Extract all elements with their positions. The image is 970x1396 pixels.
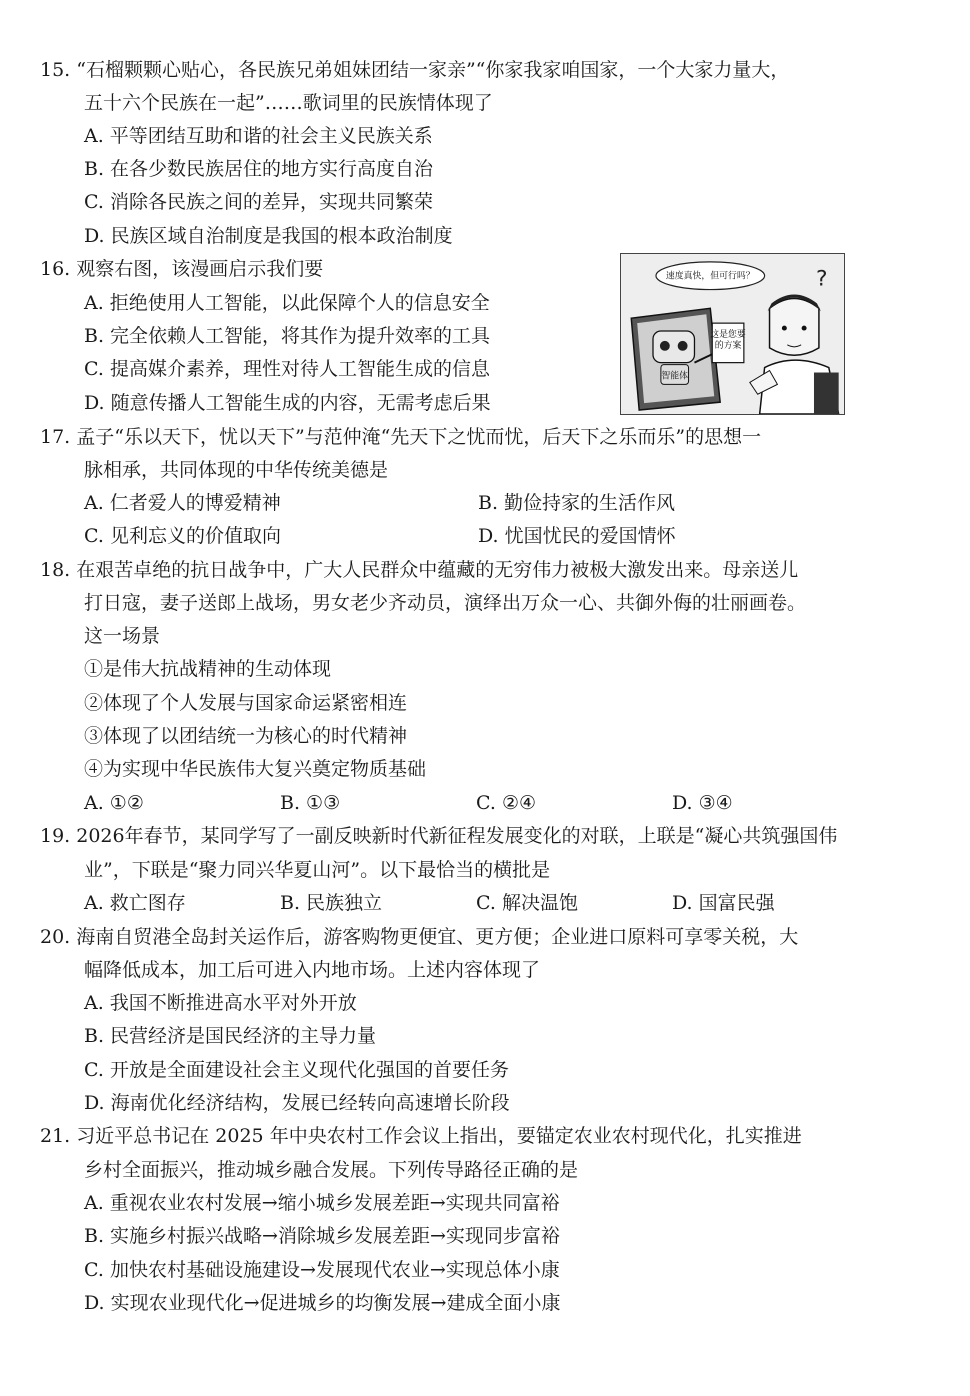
q17-stem-line-1: 17. 孟子“乐以天下，忧以天下”与范仲淹“先天下之忧而忧，后天下之乐而乐”的思想一	[40, 426, 762, 448]
q17-option-d: D. 忧国忧民的爱国情怀	[478, 525, 676, 547]
q16-option-c: C. 提高媒介素养，理性对待人工智能生成的信息	[84, 358, 490, 380]
q21-option-a: A. 重视农业农村发展→缩小城乡发展差距→实现共同富裕	[84, 1192, 560, 1214]
cartoon-bubble-question: 速度真快，但可行吗？	[665, 271, 755, 282]
q21-option-d: D. 实现农业现代化→促进城乡的均衡发展→建成全面小康	[84, 1292, 561, 1314]
q15-option-d: D. 民族区域自治制度是我国的根本政治制度	[84, 225, 453, 247]
q21-stem-line-2: 乡村全面振兴，推动城乡融合发展。下列传导路径正确的是	[84, 1159, 579, 1181]
q17-option-b: B. 勤俭持家的生活作风	[478, 492, 676, 514]
q16-option-d: D. 随意传播人工智能生成的内容，无需考虑后果	[84, 392, 491, 414]
q15-stem-line-2: 五十六个民族在一起”……歌词里的民族情体现了	[84, 92, 493, 114]
q18-statement-3: ③体现了以团结统一为核心的时代精神	[84, 725, 408, 747]
q16-stem-line-1: 16. 观察右图，该漫画启示我们要	[40, 258, 324, 280]
q16-option-a: A. 拒绝使用人工智能，以此保障个人的信息安全	[84, 292, 490, 314]
q19-stem-line-2: 业”，下联是“聚力同兴华夏山河”。以下最恰当的横批是	[84, 859, 551, 881]
q20-option-d: D. 海南优化经济结构，发展已经转向高速增长阶段	[84, 1092, 510, 1114]
q21-option-c: C. 加快农村基础设施建设→发展现代农业→实现总体小康	[84, 1259, 560, 1281]
q17-option-c: C. 见利忘义的价值取向	[84, 525, 281, 547]
q21-stem-line-1: 21. 习近平总书记在 2025 年中央农村工作会议上指出，要锚定农业农村现代化，扎实推进	[40, 1125, 802, 1147]
q18-option-d: D. ③④	[672, 792, 733, 814]
cartoon-document-label-2: 的方案	[714, 340, 742, 351]
q20-stem-line-2: 幅降低成本，加工后可进入内地市场。上述内容体现了	[84, 959, 541, 981]
q20-option-c: C. 开放是全面建设社会主义现代化强国的首要任务	[84, 1059, 509, 1081]
q20-option-b: B. 民营经济是国民经济的主导力量	[84, 1025, 377, 1047]
q18-statement-2: ②体现了个人发展与国家命运紧密相连	[84, 692, 408, 714]
q19-stem-line-1: 19. 2026年春节，某同学写了一副反映新时代新征程发展变化的对联，上联是“凝心共筑强国伟	[40, 825, 838, 847]
q17-option-a: A. 仁者爱人的博爱精神	[84, 492, 281, 514]
q19-option-b: B. 民族独立	[280, 892, 383, 914]
q18-option-a: A. ①②	[84, 792, 144, 814]
q18-stem-line-2: 打日寇，妻子送郎上战场，男女老少齐动员，演绎出万众一心、共御外侮的壮丽画卷。	[84, 592, 807, 614]
cartoon-illustration	[621, 254, 844, 414]
q15-option-b: B. 在各少数民族居住的地方实行高度自治	[84, 158, 434, 180]
cartoon-robot-label: 智能体	[661, 371, 689, 382]
q21-option-b: B. 实施乡村振兴战略→消除城乡发展差距→实现同步富裕	[84, 1225, 560, 1247]
q18-option-c: C. ②④	[476, 792, 537, 814]
q18-stem-line-1: 18. 在艰苦卓绝的抗日战争中，广大人民群众中蕴藏的无穷伟力被极大激发出来。母亲送儿	[40, 559, 799, 581]
q15-stem-line-1: 15. “石榴颗颗心贴心，各民族兄弟姐妹团结一家亲”“你家我家咱国家，一个大家力量大，	[40, 59, 790, 81]
q19-option-d: D. 国富民强	[672, 892, 775, 914]
q20-stem-line-1: 20. 海南自贸港全岛封关运作后，游客购物更便宜、更方便；企业进口原料可享零关税，大	[40, 926, 799, 948]
cartoon-document-label-1: 这是您要	[710, 329, 746, 340]
q17-stem-line-2: 脉相承，共同体现的中华传统美德是	[84, 459, 389, 481]
q15-option-a: A. 平等团结互助和谐的社会主义民族关系	[84, 125, 433, 147]
svg-text:?: ?	[815, 266, 828, 292]
q18-statement-4: ④为实现中华民族伟大复兴奠定物质基础	[84, 758, 427, 780]
q19-option-c: C. 解决温饱	[476, 892, 578, 914]
q18-option-b: B. ①③	[280, 792, 341, 814]
q18-statement-1: ①是伟大抗战精神的生动体现	[84, 658, 332, 680]
q15-option-c: C. 消除各民族之间的差异，实现共同繁荣	[84, 191, 433, 213]
q16-cartoon-image	[620, 253, 845, 415]
q19-option-a: A. 救亡图存	[84, 892, 186, 914]
q20-option-a: A. 我国不断推进高水平对外开放	[84, 992, 357, 1014]
q16-option-b: B. 完全依赖人工智能，将其作为提升效率的工具	[84, 325, 491, 347]
q18-stem-line-3: 这一场景	[84, 625, 161, 647]
